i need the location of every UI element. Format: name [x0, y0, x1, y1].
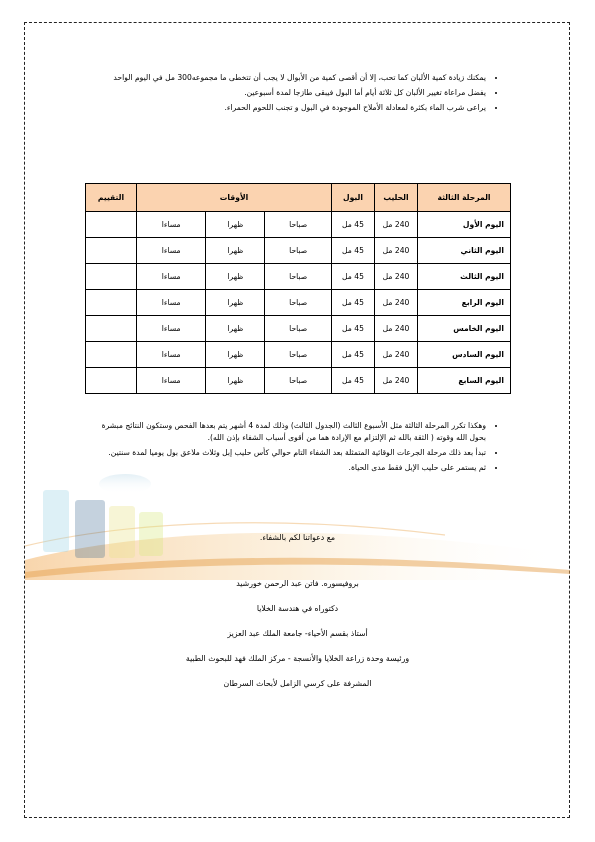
- list-item: • تبدأ بعد ذلك مرحلة الجرعات الوقائية المتمثلة بعد الشفاء التام حوالي كأس حليب إبل وثلاث ملاعق بول يوميا لمدة سنتين.: [95, 447, 486, 459]
- list-item: • يراعى شرب الماء بكثرة لمعادلة الأملاح الموجودة في البول و تجنب اللحوم الحمراء.: [95, 102, 486, 114]
- header-milk: الحليب: [375, 184, 418, 212]
- noon-cell: ظهرا: [206, 212, 265, 238]
- table-row: [86, 342, 511, 368]
- noon-cell: ظهرا: [206, 290, 265, 316]
- evaluation-cell: [86, 238, 137, 264]
- table-row: [86, 316, 511, 342]
- followup-list: [95, 420, 500, 477]
- day-cell: اليوم الثالث: [418, 264, 511, 290]
- evaluation-cell: [86, 368, 137, 394]
- milk-cell: 240 مل: [375, 316, 418, 342]
- header-urine: البول: [332, 184, 375, 212]
- morning-cell: صباحا: [265, 264, 332, 290]
- evaluation-cell: [86, 342, 137, 368]
- header-evaluation: التقييم: [86, 184, 137, 212]
- milk-cell: 240 مل: [375, 264, 418, 290]
- day-cell: اليوم الرابع: [418, 290, 511, 316]
- evaluation-cell: [86, 290, 137, 316]
- evening-cell: مساءا: [137, 212, 206, 238]
- evaluation-cell: [86, 264, 137, 290]
- milk-cell: 240 مل: [375, 238, 418, 264]
- evening-cell: مساءا: [137, 238, 206, 264]
- urine-cell: 45 مل: [332, 342, 375, 368]
- milk-cell: 240 مل: [375, 368, 418, 394]
- noon-cell: ظهرا: [206, 238, 265, 264]
- noon-cell: ظهرا: [206, 264, 265, 290]
- morning-cell: صباحا: [265, 212, 332, 238]
- noon-cell: ظهرا: [206, 316, 265, 342]
- evaluation-cell: [86, 212, 137, 238]
- instructions-list: [95, 72, 500, 117]
- closing-prayer: مع دعواتنا لكم بالشفاء.: [259, 533, 336, 542]
- evaluation-cell: [86, 316, 137, 342]
- day-cell: اليوم الخامس: [418, 316, 511, 342]
- evening-cell: مساءا: [137, 342, 206, 368]
- table-row: [86, 212, 511, 238]
- evening-cell: مساءا: [137, 368, 206, 394]
- urine-cell: 45 مل: [332, 238, 375, 264]
- table-row: [86, 238, 511, 264]
- morning-cell: صباحا: [265, 368, 332, 394]
- author-name: بروفيسوره. فاتن عبد الرحمن خورشيد: [236, 579, 359, 588]
- decorative-background-image: [25, 460, 570, 580]
- day-cell: اليوم الثاني: [418, 238, 511, 264]
- list-item: • وهكذا تكرر المرحلة الثالثة مثل الأسبوع الثالث (الجدول الثالث) وذلك لمدة 4 أشهر يتم بعدها الفحص وستكون النتائج مبشرة بحول الله وقوته ( الثقة بالله ثم الإلتزام مع الإرادة هما من أقوى أسباب الشفاء بإذن الله).: [95, 420, 486, 444]
- morning-cell: صباحا: [265, 290, 332, 316]
- table-header-row: [86, 184, 511, 212]
- day-cell: اليوم السادس: [418, 342, 511, 368]
- author-chair: المشرفة على كرسي الزامل لأبحاث السرطان: [223, 679, 372, 688]
- urine-cell: 45 مل: [332, 264, 375, 290]
- urine-cell: 45 مل: [332, 316, 375, 342]
- milk-cell: 240 مل: [375, 342, 418, 368]
- author-unit: ورئيسة وحدة زراعة الخلايا والأنسجة - مركز الملك فهد للبحوث الطبية: [185, 654, 410, 663]
- milk-cell: 240 مل: [375, 212, 418, 238]
- table-row: [86, 290, 511, 316]
- header-stage: المرحلة الثالثة: [418, 184, 511, 212]
- milk-cell: 240 مل: [375, 290, 418, 316]
- morning-cell: صباحا: [265, 316, 332, 342]
- urine-cell: 45 مل: [332, 368, 375, 394]
- day-cell: اليوم السابع: [418, 368, 511, 394]
- schedule-table: [85, 183, 511, 394]
- morning-cell: صباحا: [265, 238, 332, 264]
- list-item: • يفضل مراعاة تغيير الألبان كل ثلاثة أيام أما البول فيبقى طازجا لمدة أسبوعين.: [95, 87, 486, 99]
- list-item: • ثم يستمر على حليب الإبل فقط مدى الحياة.: [95, 462, 486, 474]
- urine-cell: 45 مل: [332, 212, 375, 238]
- author-position: أستاذ بقسم الأحياء- جامعة الملك عبد العزيز: [227, 629, 368, 638]
- urine-cell: 45 مل: [332, 290, 375, 316]
- evening-cell: مساءا: [137, 290, 206, 316]
- table-row: [86, 368, 511, 394]
- noon-cell: ظهرا: [206, 342, 265, 368]
- evening-cell: مساءا: [137, 264, 206, 290]
- table-row: [86, 264, 511, 290]
- morning-cell: صباحا: [265, 342, 332, 368]
- list-item: • يمكنك زيادة كمية الألبان كما تحب، إلا أن أقصى كمية من الأبوال لا يجب أن تتخطى ما مجموعه300 مل في اليوم الواحد: [95, 72, 486, 84]
- author-degree: دكتوراه في هندسة الخلايا: [256, 604, 339, 613]
- evening-cell: مساءا: [137, 316, 206, 342]
- noon-cell: ظهرا: [206, 368, 265, 394]
- header-times: الأوقات: [137, 184, 332, 212]
- day-cell: اليوم الأول: [418, 212, 511, 238]
